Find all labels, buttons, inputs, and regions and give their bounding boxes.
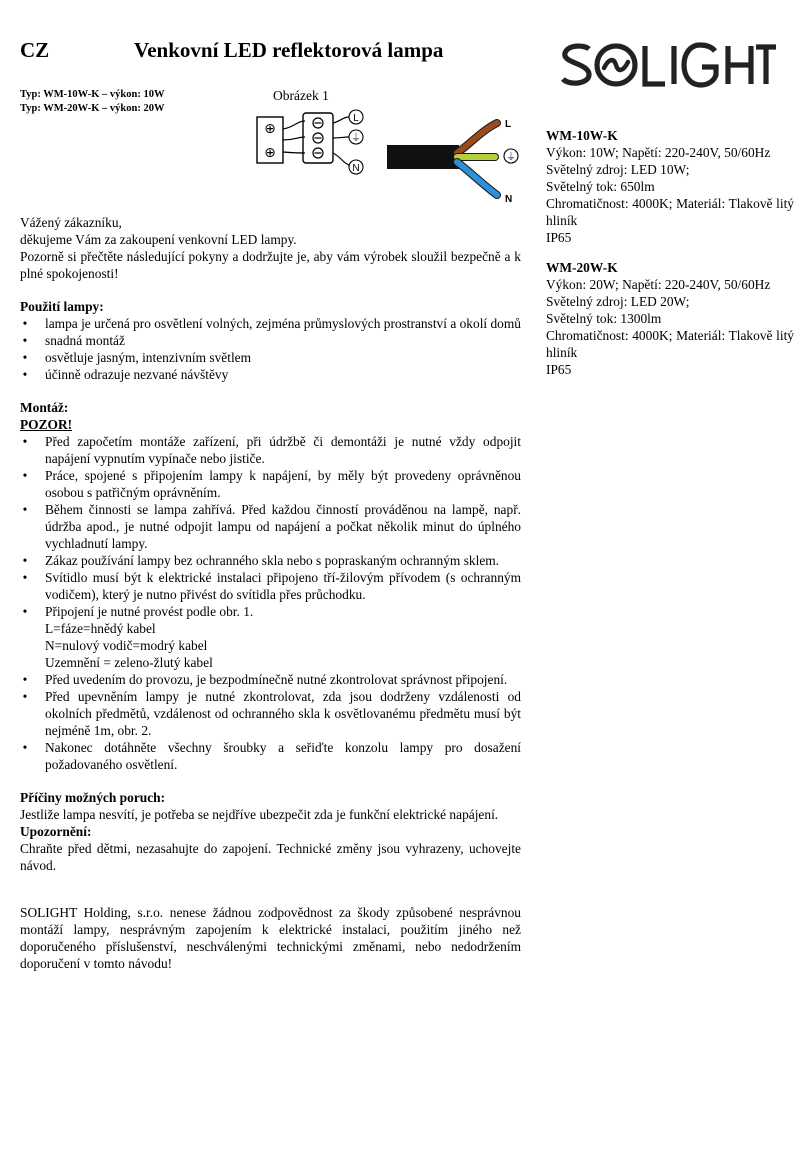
bullet-icon: •	[22, 350, 28, 365]
wire-neutral: N=nulový vodič=modrý kabel	[45, 638, 208, 653]
cable-earth-icon: ⏚	[506, 152, 516, 163]
mounting-list	[20, 433, 521, 773]
spec-line: Světelný zdroj: LED 10W;	[546, 162, 690, 177]
list-item: • Svítidlo musí být k elektrické instalaci připojeno tří-žilovým přívodem (s ochranným vodičem), který je nutno přivést do svítidla přes průchodku.	[20, 569, 521, 603]
earth-icon: ⏚	[351, 133, 361, 144]
list-item: • Před upevněním lampy je nutné zkontrolovat, zda jsou dodrženy vzdálenosti od okolních předmětů, vzdálenost od ochranného skla k osvětlovanému předmětu musí být nejméně 1m, obr. 2.	[20, 688, 521, 739]
notice-heading: Upozornění:	[20, 824, 92, 839]
solight-logo	[560, 38, 776, 94]
spec-line: IP65	[546, 362, 572, 377]
thanks: děkujeme Vám za zakoupení venkovní LED lampy.	[20, 232, 297, 247]
list-item: • osvětluje jasným, intenzivním světlem	[20, 349, 521, 366]
terminal-label-l: L	[353, 113, 359, 124]
cable-label-l: L	[505, 119, 512, 130]
list-item: • Před započetím montáže zařízení, při údržbě či demontáži je nutné vždy odpojit napájení vypnutím vypínače nebo jističe.	[20, 433, 521, 467]
bullet-icon: •	[22, 689, 28, 704]
list-item: • Během činnosti se lampa zahřívá. Před každou činností prováděnou na lampě, např. údržba apod., je nutné odpojit lampu od napájení a počkat několik minut do úplného vychladnutí lampy.	[20, 501, 521, 552]
screw-terminal-icon-bottom: ⊕	[264, 145, 276, 161]
bullet-icon: •	[22, 570, 28, 585]
list-item: • snadná montáž	[20, 332, 521, 349]
wave-icon	[604, 60, 628, 70]
usage-list	[20, 315, 521, 383]
list-item-connection	[20, 603, 521, 671]
spec-line: Světelný tok: 1300lm	[546, 311, 662, 326]
bullet-icon: •	[22, 740, 28, 755]
bullet-icon: •	[22, 502, 28, 517]
spec-line: Chromatičnost: 4000K; Materiál: Tlakově litý hliník	[546, 196, 794, 228]
model-types	[20, 88, 164, 116]
spec-block-10w	[546, 127, 794, 246]
bullet-icon: •	[22, 672, 28, 687]
list-item: • účinně odrazuje nezvané návštěvy	[20, 366, 521, 383]
spec-line: Chromatičnost: 4000K; Materiál: Tlakově litý hliník	[546, 328, 794, 360]
main-text	[20, 214, 521, 972]
warning-heading: POZOR!	[20, 417, 73, 432]
screw-terminal-icon-top: ⊕	[264, 121, 276, 137]
bullet-icon: •	[22, 316, 28, 331]
faults-text: Jestliže lampa nesvítí, je potřeba se nejdříve ubezpečit zda je funkční elektrické napájení.	[20, 807, 499, 822]
list-item: • Před uvedením do provozu, je bezpodmínečně nutné zkontrolovat správnost připojení.	[20, 671, 521, 688]
terminal-block-diagram	[255, 107, 370, 185]
model-type-10w: Typ: WM-10W-K – výkon: 10W	[20, 89, 165, 100]
notice-text: Chraňte před dětmi, nezasahujte do zapojení. Technické změny jsou vyhrazeny, uchovejte návod.	[20, 841, 521, 873]
bullet-icon: •	[22, 604, 28, 619]
spec-line: Světelný tok: 650lm	[546, 179, 655, 194]
disclaimer: SOLIGHT Holding, s.r.o. nenese žádnou zodpovědnost za škody způsobené nesprávnou montáží lampy, nesprávným zapojením k elektrické instalaci, použitím jiného než doporučeného příslušenství, neschválenými technickými změnami, nebo nedodržením doporučení v tomto návodu!	[20, 905, 521, 971]
cable-diagram	[383, 115, 523, 205]
wire-earth: Uzemnění = zeleno-žlutý kabel	[45, 655, 213, 670]
language-code: CZ	[20, 38, 50, 62]
bullet-icon: •	[22, 468, 28, 483]
usage-heading: Použití lampy:	[20, 299, 104, 314]
bullet-icon: •	[22, 553, 28, 568]
cable-label-n: N	[505, 194, 513, 205]
spec-column	[546, 127, 794, 391]
list-item: • Nakonec dotáhněte všechny šroubky a seřiďte konzolu lampy pro dosažení požadovaného osvětlení.	[20, 739, 521, 773]
wire-live: L=fáze=hnědý kabel	[45, 621, 156, 636]
brown-wire	[457, 123, 497, 153]
model-type-20w: Typ: WM-20W-K – výkon: 20W	[20, 103, 165, 114]
spec-line: IP65	[546, 230, 572, 245]
mounting-heading: Montáž:	[20, 400, 69, 415]
page-title: Venkovní LED reflektorová lampa	[134, 38, 444, 62]
greeting: Vážený zákazníku,	[20, 215, 122, 230]
blue-wire	[457, 162, 497, 195]
figure-label: Obrázek 1	[273, 88, 329, 103]
bullet-icon: •	[22, 434, 28, 449]
terminal-label-n: N	[352, 163, 360, 174]
spec-line: Světelný zdroj: LED 20W;	[546, 294, 690, 309]
spec-model: WM-20W-K	[546, 260, 618, 275]
bullet-icon: •	[22, 333, 28, 348]
connection-text: Připojení je nutné provést podle obr. 1.	[45, 604, 254, 619]
list-item: • Zákaz používání lampy bez ochranného skla nebo s popraskaným ochranným sklem.	[20, 552, 521, 569]
spec-line: Výkon: 10W; Napětí: 220-240V, 50/60Hz	[546, 145, 771, 160]
bullet-icon: •	[22, 367, 28, 382]
list-item: • lampa je určená pro osvětlení volných, zejména průmyslových prostranství a okolí domů	[20, 315, 521, 332]
spec-model: WM-10W-K	[546, 128, 618, 143]
faults-heading: Příčiny možných poruch:	[20, 790, 166, 805]
cable-sheath	[387, 145, 459, 169]
spec-block-20w	[546, 259, 794, 378]
instruction: Pozorně si přečtěte následující pokyny a dodržujte je, aby vám výrobek sloužil bezpečně a k plné spokojenosti!	[20, 249, 521, 281]
spec-line: Výkon: 20W; Napětí: 220-240V, 50/60Hz	[546, 277, 771, 292]
list-item: • Práce, spojené s připojením lampy k napájení, by měly být provedeny oprávněnou osobou s patřičným oprávněním.	[20, 467, 521, 501]
